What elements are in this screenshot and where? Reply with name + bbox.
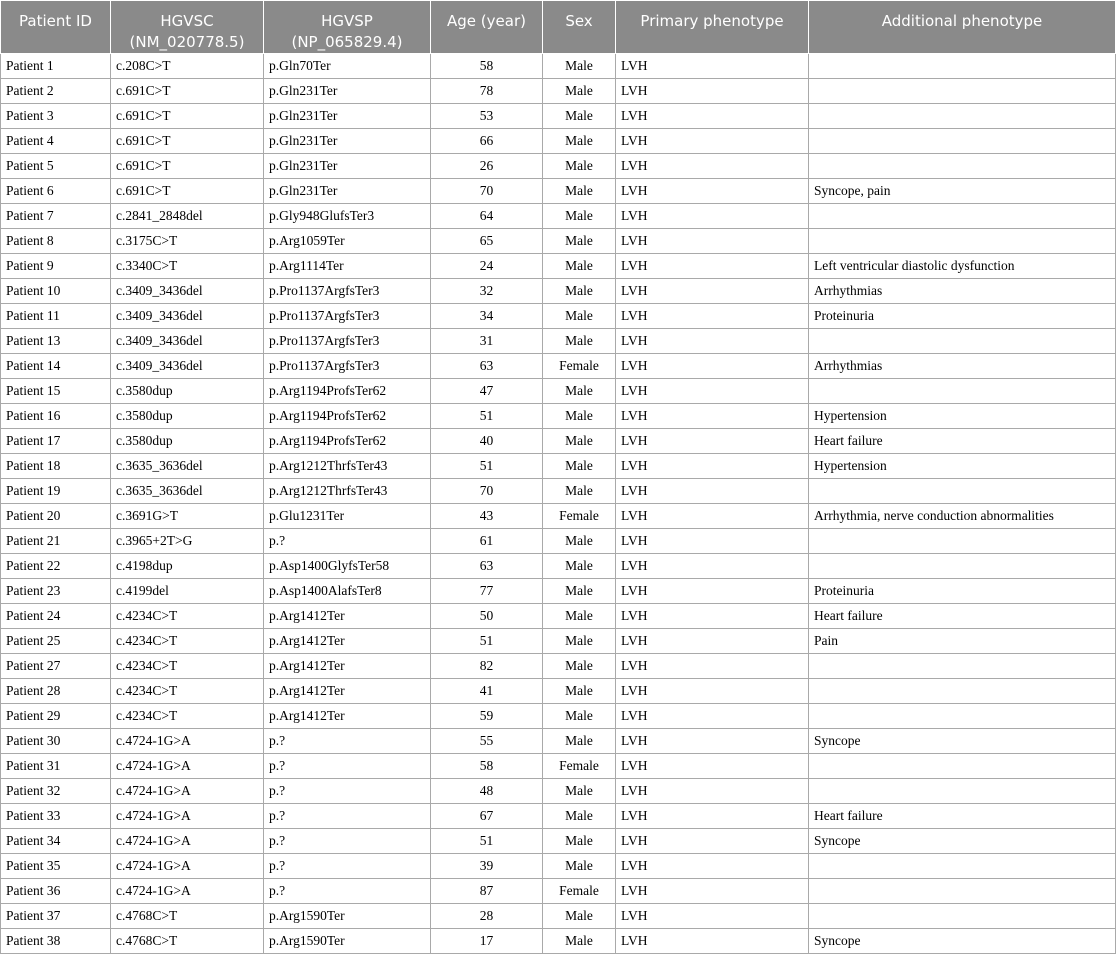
cell-additional: [809, 229, 1116, 254]
cell-additional: [809, 154, 1116, 179]
cell-id: Patient 33: [1, 804, 111, 829]
cell-hgvsc: c.691C>T: [111, 79, 264, 104]
cell-age: 48: [431, 779, 543, 804]
cell-sex: Male: [543, 104, 616, 129]
cell-primary: LVH: [616, 454, 809, 479]
cell-age: 58: [431, 54, 543, 79]
cell-additional: [809, 104, 1116, 129]
cell-id: Patient 23: [1, 579, 111, 604]
cell-hgvsp: p.?: [264, 754, 431, 779]
table-row: [1, 329, 1116, 354]
cell-hgvsp: p.Pro1137ArgfsTer3: [264, 354, 431, 379]
cell-hgvsp: p.Gln231Ter: [264, 79, 431, 104]
cell-age: 61: [431, 529, 543, 554]
cell-age: 17: [431, 929, 543, 954]
cell-hgvsc: c.4198dup: [111, 554, 264, 579]
cell-age: 40: [431, 429, 543, 454]
cell-primary: LVH: [616, 204, 809, 229]
cell-id: Patient 13: [1, 329, 111, 354]
cell-hgvsc: c.208C>T: [111, 54, 264, 79]
cell-hgvsp: p.Arg1590Ter: [264, 929, 431, 954]
cell-hgvsp: p.Pro1137ArgfsTer3: [264, 329, 431, 354]
column-header-additional: Additional phenotype: [809, 1, 1116, 54]
table-row: [1, 304, 1116, 329]
cell-sex: Male: [543, 79, 616, 104]
cell-sex: Male: [543, 554, 616, 579]
cell-additional: Heart failure: [809, 804, 1116, 829]
cell-hgvsp: p.Arg1412Ter: [264, 604, 431, 629]
cell-hgvsp: p.Asp1400GlyfsTer58: [264, 554, 431, 579]
cell-sex: Male: [543, 929, 616, 954]
cell-hgvsc: c.3340C>T: [111, 254, 264, 279]
table-row: [1, 229, 1116, 254]
table-row: [1, 354, 1116, 379]
column-header-hgvsc: HGVSC (NM_020778.5): [111, 1, 264, 54]
cell-primary: LVH: [616, 854, 809, 879]
cell-id: Patient 36: [1, 879, 111, 904]
table-row: [1, 804, 1116, 829]
cell-hgvsc: c.3580dup: [111, 429, 264, 454]
cell-hgvsc: c.4724-1G>A: [111, 779, 264, 804]
table-row: [1, 404, 1116, 429]
cell-hgvsc: c.691C>T: [111, 179, 264, 204]
cell-id: Patient 17: [1, 429, 111, 454]
cell-hgvsp: p.Asp1400AlafsTer8: [264, 579, 431, 604]
cell-hgvsc: c.4724-1G>A: [111, 829, 264, 854]
cell-age: 70: [431, 179, 543, 204]
table-body: [1, 54, 1116, 954]
cell-hgvsp: p.Arg1194ProfsTer62: [264, 379, 431, 404]
table-row: [1, 154, 1116, 179]
cell-age: 51: [431, 629, 543, 654]
cell-hgvsp: p.Gln231Ter: [264, 129, 431, 154]
cell-id: Patient 20: [1, 504, 111, 529]
cell-primary: LVH: [616, 104, 809, 129]
cell-primary: LVH: [616, 279, 809, 304]
cell-primary: LVH: [616, 554, 809, 579]
cell-id: Patient 4: [1, 129, 111, 154]
table-row: [1, 79, 1116, 104]
table-row: [1, 279, 1116, 304]
cell-hgvsc: c.4724-1G>A: [111, 754, 264, 779]
cell-id: Patient 35: [1, 854, 111, 879]
cell-additional: Syncope, pain: [809, 179, 1116, 204]
cell-sex: Male: [543, 904, 616, 929]
cell-id: Patient 31: [1, 754, 111, 779]
cell-hgvsc: c.4724-1G>A: [111, 729, 264, 754]
cell-hgvsp: p.Arg1590Ter: [264, 904, 431, 929]
column-header-age: Age (year): [431, 1, 543, 54]
cell-primary: LVH: [616, 179, 809, 204]
cell-additional: [809, 379, 1116, 404]
cell-hgvsp: p.Gln231Ter: [264, 104, 431, 129]
cell-sex: Male: [543, 704, 616, 729]
cell-age: 64: [431, 204, 543, 229]
cell-hgvsc: c.4724-1G>A: [111, 804, 264, 829]
cell-age: 31: [431, 329, 543, 354]
cell-id: Patient 7: [1, 204, 111, 229]
cell-hgvsc: c.691C>T: [111, 129, 264, 154]
cell-hgvsc: c.4234C>T: [111, 604, 264, 629]
cell-sex: Male: [543, 679, 616, 704]
cell-sex: Female: [543, 879, 616, 904]
column-header-id: Patient ID: [1, 1, 111, 54]
cell-sex: Male: [543, 154, 616, 179]
cell-primary: LVH: [616, 929, 809, 954]
cell-hgvsp: p.?: [264, 854, 431, 879]
cell-sex: Male: [543, 204, 616, 229]
cell-hgvsp: p.Arg1114Ter: [264, 254, 431, 279]
cell-additional: [809, 79, 1116, 104]
cell-age: 50: [431, 604, 543, 629]
cell-sex: Male: [543, 179, 616, 204]
cell-age: 78: [431, 79, 543, 104]
table-row: [1, 104, 1116, 129]
cell-hgvsc: c.4234C>T: [111, 704, 264, 729]
cell-hgvsp: p.Arg1212ThrfsTer43: [264, 454, 431, 479]
table-row: [1, 654, 1116, 679]
cell-hgvsc: c.4199del: [111, 579, 264, 604]
cell-hgvsc: c.3409_3436del: [111, 304, 264, 329]
cell-age: 66: [431, 129, 543, 154]
cell-sex: Male: [543, 404, 616, 429]
cell-hgvsp: p.Arg1194ProfsTer62: [264, 429, 431, 454]
cell-age: 39: [431, 854, 543, 879]
cell-hgvsp: p.?: [264, 779, 431, 804]
cell-age: 58: [431, 754, 543, 779]
cell-additional: [809, 904, 1116, 929]
cell-id: Patient 38: [1, 929, 111, 954]
table-row: [1, 779, 1116, 804]
cell-primary: LVH: [616, 704, 809, 729]
cell-sex: Female: [543, 504, 616, 529]
table-row: [1, 504, 1116, 529]
cell-id: Patient 30: [1, 729, 111, 754]
cell-id: Patient 24: [1, 604, 111, 629]
cell-age: 51: [431, 454, 543, 479]
cell-primary: LVH: [616, 779, 809, 804]
cell-sex: Male: [543, 604, 616, 629]
cell-additional: [809, 704, 1116, 729]
cell-sex: Male: [543, 54, 616, 79]
cell-primary: LVH: [616, 329, 809, 354]
cell-additional: Heart failure: [809, 604, 1116, 629]
cell-additional: Arrhythmias: [809, 354, 1116, 379]
cell-primary: LVH: [616, 54, 809, 79]
table-row: [1, 929, 1116, 954]
cell-additional: [809, 879, 1116, 904]
cell-primary: LVH: [616, 379, 809, 404]
cell-id: Patient 10: [1, 279, 111, 304]
cell-additional: [809, 529, 1116, 554]
cell-additional: Syncope: [809, 729, 1116, 754]
cell-sex: Male: [543, 454, 616, 479]
cell-hgvsc: c.3635_3636del: [111, 479, 264, 504]
cell-additional: Left ventricular diastolic dysfunction: [809, 254, 1116, 279]
cell-hgvsp: p.Gly948GlufsTer3: [264, 204, 431, 229]
column-header-sex: Sex: [543, 1, 616, 54]
cell-sex: Male: [543, 729, 616, 754]
cell-additional: Heart failure: [809, 429, 1116, 454]
cell-sex: Female: [543, 754, 616, 779]
cell-primary: LVH: [616, 304, 809, 329]
cell-additional: Syncope: [809, 929, 1116, 954]
cell-sex: Male: [543, 654, 616, 679]
cell-hgvsc: c.4234C>T: [111, 654, 264, 679]
cell-id: Patient 18: [1, 454, 111, 479]
cell-additional: [809, 854, 1116, 879]
cell-age: 34: [431, 304, 543, 329]
cell-primary: LVH: [616, 829, 809, 854]
column-header-primary: Primary phenotype: [616, 1, 809, 54]
cell-id: Patient 25: [1, 629, 111, 654]
table-row: [1, 679, 1116, 704]
cell-hgvsp: p.Gln231Ter: [264, 179, 431, 204]
table-row: [1, 479, 1116, 504]
cell-primary: LVH: [616, 804, 809, 829]
cell-age: 59: [431, 704, 543, 729]
cell-sex: Male: [543, 429, 616, 454]
cell-hgvsc: c.3175C>T: [111, 229, 264, 254]
cell-primary: LVH: [616, 604, 809, 629]
table-row: [1, 529, 1116, 554]
cell-additional: [809, 129, 1116, 154]
cell-age: 47: [431, 379, 543, 404]
cell-age: 55: [431, 729, 543, 754]
table-row: [1, 54, 1116, 79]
cell-additional: [809, 479, 1116, 504]
table-row: [1, 179, 1116, 204]
cell-sex: Male: [543, 629, 616, 654]
cell-hgvsp: p.?: [264, 729, 431, 754]
cell-age: 67: [431, 804, 543, 829]
cell-id: Patient 2: [1, 79, 111, 104]
cell-age: 87: [431, 879, 543, 904]
cell-hgvsp: p.Gln231Ter: [264, 154, 431, 179]
cell-additional: Proteinuria: [809, 304, 1116, 329]
cell-primary: LVH: [616, 654, 809, 679]
cell-sex: Male: [543, 829, 616, 854]
cell-primary: LVH: [616, 229, 809, 254]
cell-hgvsc: c.4768C>T: [111, 904, 264, 929]
table-row: [1, 254, 1116, 279]
cell-hgvsc: c.4234C>T: [111, 679, 264, 704]
table-row: [1, 729, 1116, 754]
cell-additional: [809, 779, 1116, 804]
cell-hgvsc: c.3691G>T: [111, 504, 264, 529]
cell-primary: LVH: [616, 904, 809, 929]
cell-hgvsc: c.3409_3436del: [111, 279, 264, 304]
cell-hgvsc: c.3409_3436del: [111, 354, 264, 379]
cell-age: 24: [431, 254, 543, 279]
cell-hgvsc: c.3635_3636del: [111, 454, 264, 479]
table-row: [1, 454, 1116, 479]
cell-primary: LVH: [616, 579, 809, 604]
table-row: [1, 854, 1116, 879]
cell-hgvsp: p.?: [264, 829, 431, 854]
cell-id: Patient 14: [1, 354, 111, 379]
cell-primary: LVH: [616, 529, 809, 554]
cell-age: 53: [431, 104, 543, 129]
cell-primary: LVH: [616, 729, 809, 754]
cell-sex: Male: [543, 779, 616, 804]
table-row: [1, 204, 1116, 229]
cell-hgvsc: c.691C>T: [111, 154, 264, 179]
cell-primary: LVH: [616, 879, 809, 904]
cell-sex: Male: [543, 854, 616, 879]
cell-additional: [809, 554, 1116, 579]
cell-hgvsp: p.Pro1137ArgfsTer3: [264, 279, 431, 304]
cell-id: Patient 3: [1, 104, 111, 129]
cell-hgvsc: c.4234C>T: [111, 629, 264, 654]
cell-primary: LVH: [616, 479, 809, 504]
cell-age: 51: [431, 404, 543, 429]
table-row: [1, 829, 1116, 854]
cell-additional: [809, 329, 1116, 354]
cell-id: Patient 28: [1, 679, 111, 704]
cell-hgvsp: p.Arg1412Ter: [264, 704, 431, 729]
cell-hgvsp: p.Pro1137ArgfsTer3: [264, 304, 431, 329]
cell-hgvsc: c.4724-1G>A: [111, 854, 264, 879]
cell-id: Patient 1: [1, 54, 111, 79]
cell-hgvsc: c.3965+2T>G: [111, 529, 264, 554]
cell-id: Patient 29: [1, 704, 111, 729]
table-row: [1, 704, 1116, 729]
cell-hgvsp: p.?: [264, 804, 431, 829]
cell-additional: Arrhythmias: [809, 279, 1116, 304]
table-row: [1, 554, 1116, 579]
cell-age: 70: [431, 479, 543, 504]
cell-hgvsc: c.4768C>T: [111, 929, 264, 954]
cell-id: Patient 22: [1, 554, 111, 579]
cell-additional: [809, 754, 1116, 779]
cell-sex: Male: [543, 579, 616, 604]
cell-hgvsp: p.Arg1194ProfsTer62: [264, 404, 431, 429]
cell-id: Patient 9: [1, 254, 111, 279]
cell-id: Patient 5: [1, 154, 111, 179]
cell-additional: Proteinuria: [809, 579, 1116, 604]
table-row: [1, 904, 1116, 929]
cell-primary: LVH: [616, 79, 809, 104]
cell-sex: Male: [543, 129, 616, 154]
table-row: [1, 129, 1116, 154]
cell-id: Patient 37: [1, 904, 111, 929]
cell-age: 82: [431, 654, 543, 679]
cell-hgvsp: p.Arg1412Ter: [264, 679, 431, 704]
cell-sex: Male: [543, 279, 616, 304]
cell-age: 63: [431, 354, 543, 379]
table-row: [1, 604, 1116, 629]
cell-age: 41: [431, 679, 543, 704]
cell-sex: Male: [543, 304, 616, 329]
cell-hgvsp: p.?: [264, 529, 431, 554]
cell-age: 32: [431, 279, 543, 304]
cell-sex: Male: [543, 479, 616, 504]
cell-hgvsc: c.2841_2848del: [111, 204, 264, 229]
cell-id: Patient 11: [1, 304, 111, 329]
cell-hgvsc: c.691C>T: [111, 104, 264, 129]
cell-sex: Male: [543, 379, 616, 404]
cell-primary: LVH: [616, 429, 809, 454]
cell-hgvsp: p.Arg1059Ter: [264, 229, 431, 254]
cell-id: Patient 21: [1, 529, 111, 554]
cell-primary: LVH: [616, 129, 809, 154]
cell-additional: Syncope: [809, 829, 1116, 854]
cell-sex: Female: [543, 354, 616, 379]
cell-age: 28: [431, 904, 543, 929]
cell-age: 63: [431, 554, 543, 579]
cell-age: 65: [431, 229, 543, 254]
cell-additional: [809, 679, 1116, 704]
cell-hgvsp: p.?: [264, 879, 431, 904]
header-row: [1, 1, 1116, 54]
cell-sex: Male: [543, 804, 616, 829]
cell-id: Patient 19: [1, 479, 111, 504]
cell-additional: [809, 654, 1116, 679]
table-row: [1, 579, 1116, 604]
cell-additional: [809, 54, 1116, 79]
cell-primary: LVH: [616, 629, 809, 654]
table-row: [1, 379, 1116, 404]
cell-sex: Male: [543, 229, 616, 254]
cell-hgvsc: c.3409_3436del: [111, 329, 264, 354]
table-row: [1, 629, 1116, 654]
cell-additional: Hypertension: [809, 454, 1116, 479]
cell-additional: [809, 204, 1116, 229]
column-header-hgvsp: HGVSP (NP_065829.4): [264, 1, 431, 54]
cell-age: 26: [431, 154, 543, 179]
cell-id: Patient 27: [1, 654, 111, 679]
cell-id: Patient 16: [1, 404, 111, 429]
cell-primary: LVH: [616, 354, 809, 379]
cell-id: Patient 6: [1, 179, 111, 204]
cell-age: 77: [431, 579, 543, 604]
cell-id: Patient 34: [1, 829, 111, 854]
cell-primary: LVH: [616, 154, 809, 179]
cell-primary: LVH: [616, 254, 809, 279]
cell-additional: Hypertension: [809, 404, 1116, 429]
cell-sex: Male: [543, 254, 616, 279]
cell-hgvsp: p.Arg1412Ter: [264, 629, 431, 654]
cell-additional: Arrhythmia, nerve conduction abnormalities: [809, 504, 1116, 529]
table-row: [1, 429, 1116, 454]
cell-primary: LVH: [616, 504, 809, 529]
table-row: [1, 879, 1116, 904]
cell-id: Patient 8: [1, 229, 111, 254]
cell-additional: Pain: [809, 629, 1116, 654]
cell-hgvsc: c.4724-1G>A: [111, 879, 264, 904]
cell-primary: LVH: [616, 679, 809, 704]
cell-hgvsp: p.Arg1412Ter: [264, 654, 431, 679]
cell-sex: Male: [543, 329, 616, 354]
cell-primary: LVH: [616, 754, 809, 779]
cell-age: 43: [431, 504, 543, 529]
cell-hgvsp: p.Arg1212ThrfsTer43: [264, 479, 431, 504]
cell-hgvsc: c.3580dup: [111, 379, 264, 404]
cell-hgvsp: p.Gln70Ter: [264, 54, 431, 79]
cell-hgvsc: c.3580dup: [111, 404, 264, 429]
cell-primary: LVH: [616, 404, 809, 429]
cell-sex: Male: [543, 529, 616, 554]
cell-id: Patient 32: [1, 779, 111, 804]
cell-hgvsp: p.Glu1231Ter: [264, 504, 431, 529]
table-row: [1, 754, 1116, 779]
cell-age: 51: [431, 829, 543, 854]
cell-id: Patient 15: [1, 379, 111, 404]
